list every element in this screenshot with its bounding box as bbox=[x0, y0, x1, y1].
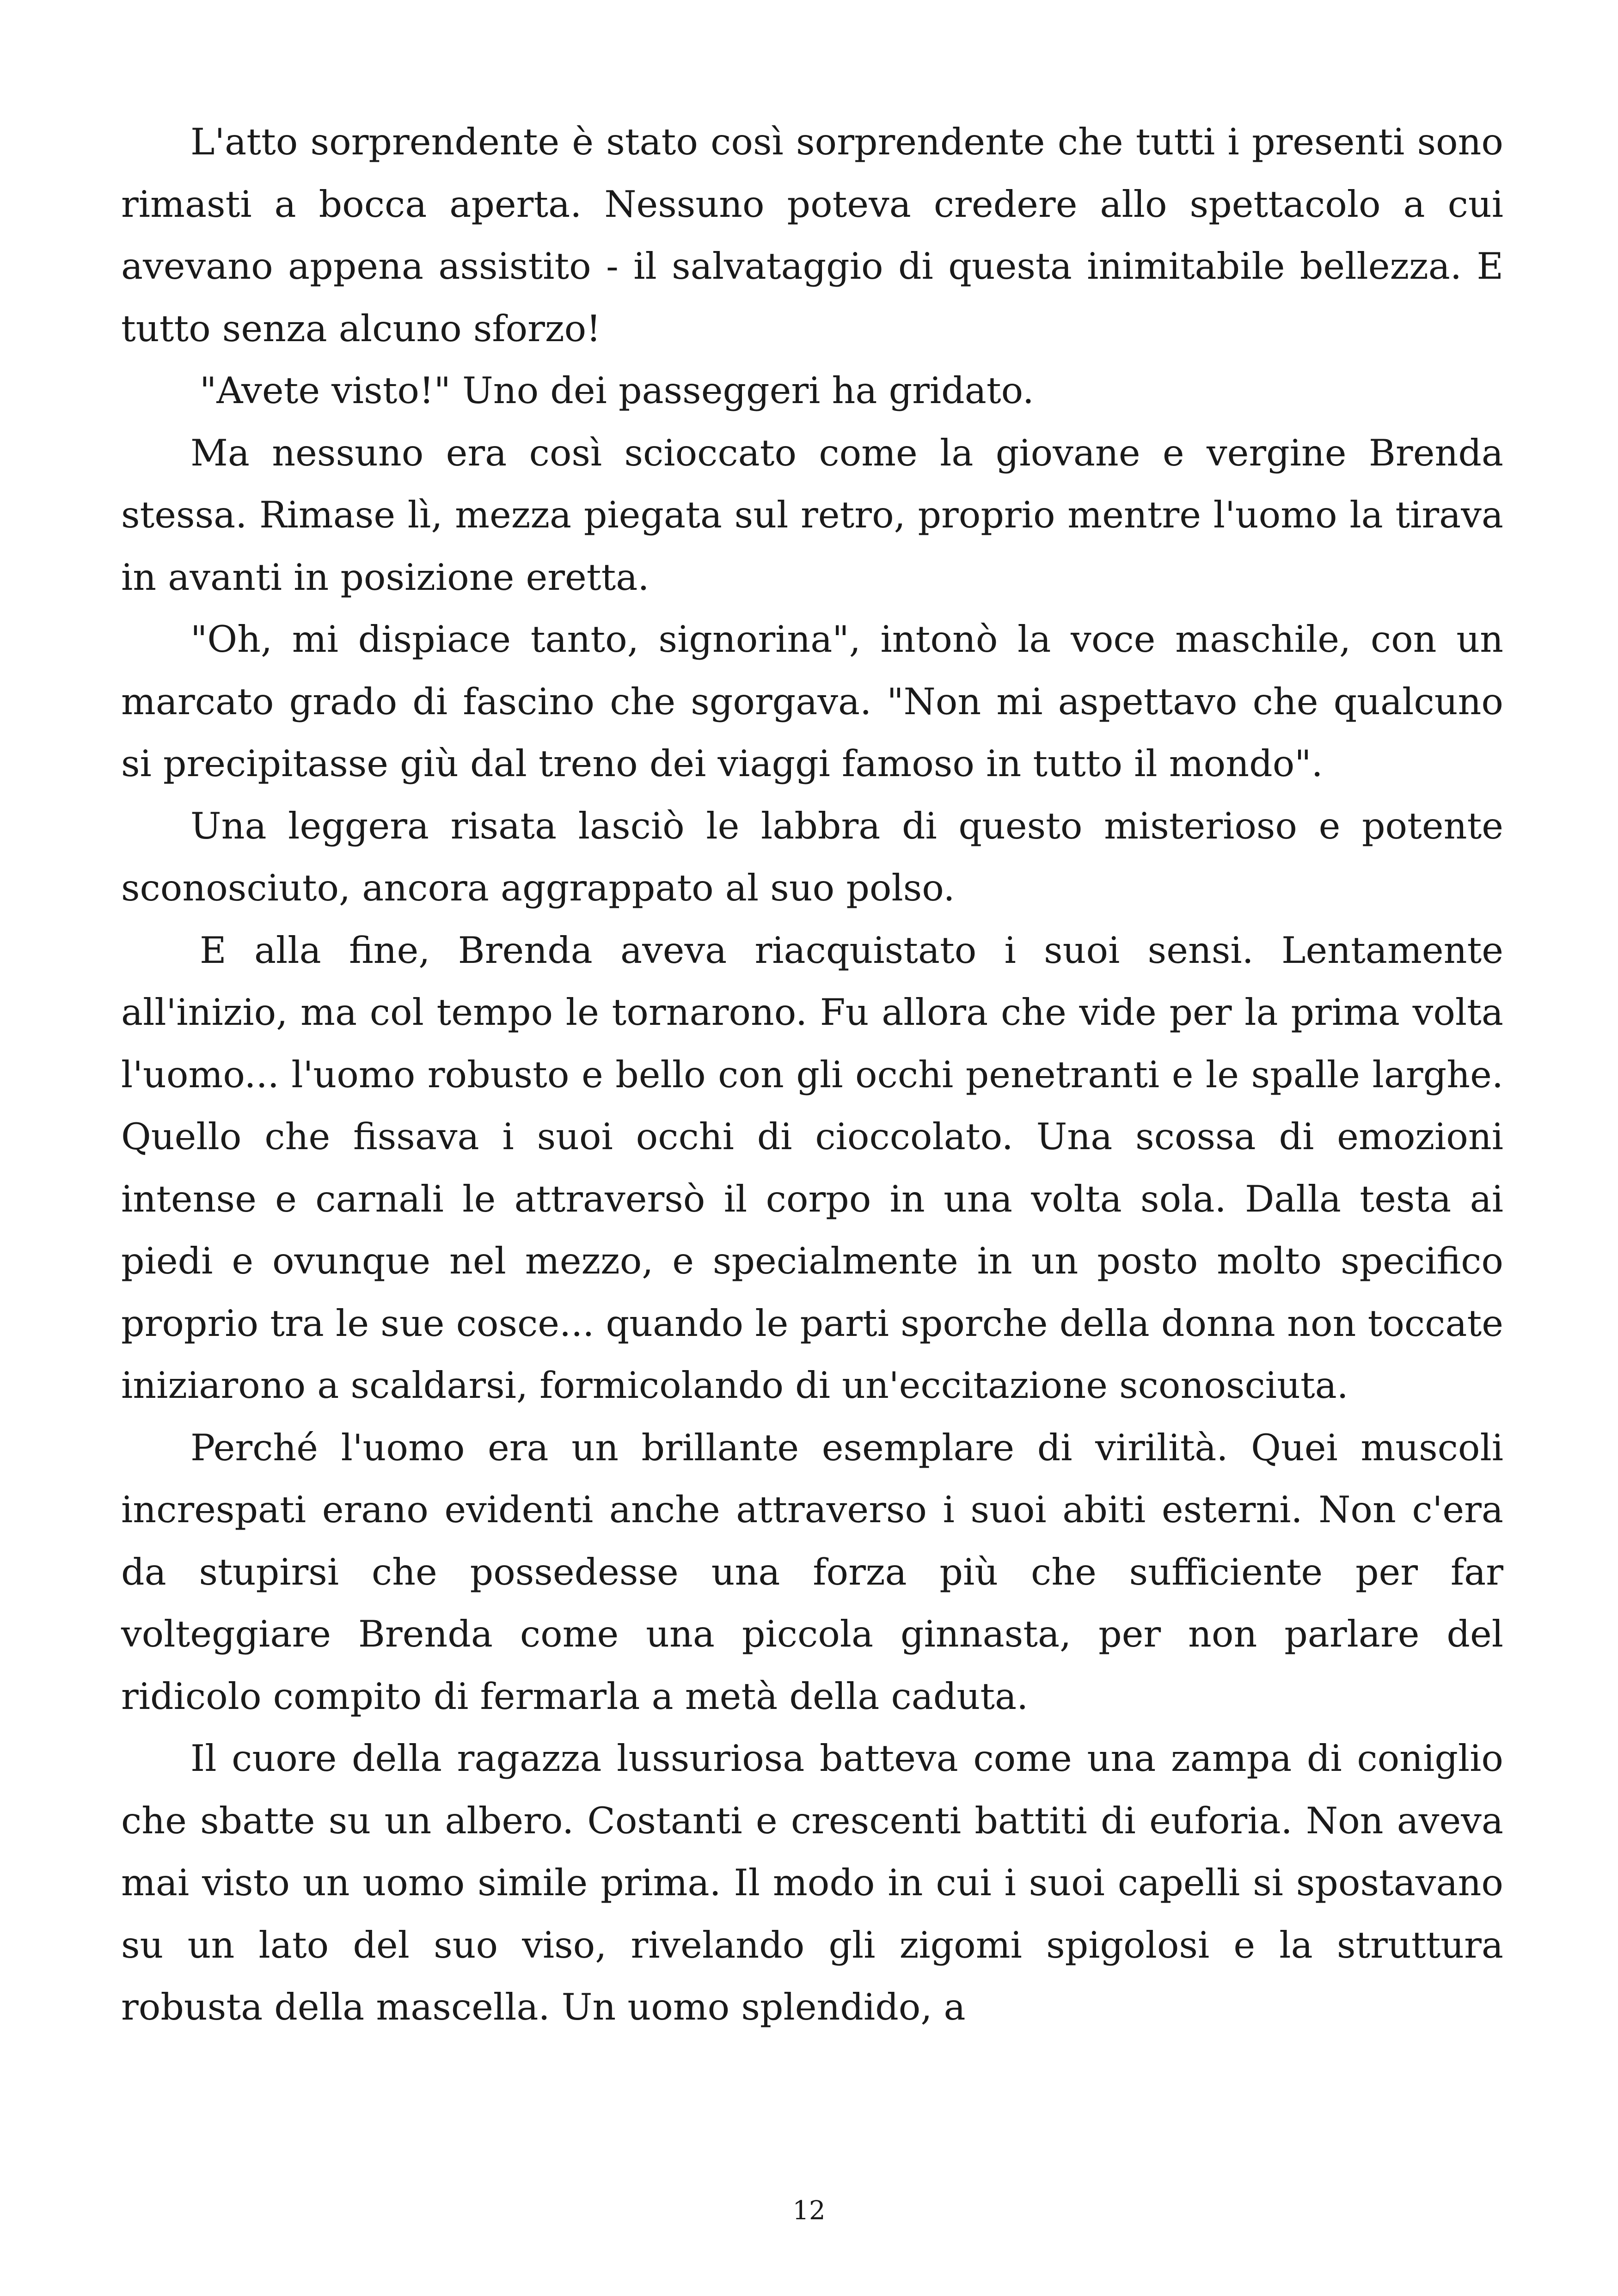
page-number: 12 bbox=[792, 2196, 826, 2226]
paragraph-5: Una leggera risata lasciò le labbra di questo misterioso e potente sconosciuto, ancora aggrappato al suo polso. bbox=[121, 804, 1503, 909]
body-text bbox=[121, 111, 1503, 2039]
paragraph-1: L'atto sorprendente è stato così sorprendente che tutti i presenti sono rimasti a bocca aperta. Nessuno poteva credere allo spettacolo a cui avevano appena assistito - il salvataggio di questa inimitabile bellezza. E tutto senza alcuno sforzo! bbox=[121, 121, 1503, 350]
paragraph-2: "Avete visto!" Uno dei passeggeri ha gridato. bbox=[200, 369, 1034, 412]
paragraph-7: Perché l'uomo era un brillante esemplare di virilità. Quei muscoli increspati erano evidenti anche attraverso i suoi abiti esterni. Non c'era da stupirsi che possedesse una forza più che sufficiente per far volteggiare Brenda come una piccola ginnasta, per non parlare del ridicolo compito di fermarla a metà della caduta. bbox=[121, 1426, 1503, 1718]
paragraph-6: E alla fine, Brenda aveva riacquistato i suoi sensi. Lentamente all'inizio, ma col tempo le tornarono. Fu allora che vide per la prima volta l'uomo... l'uomo robusto e bello con gli occhi penetranti e le spalle larghe. Quello che fissava i suoi occhi di cioccolato. Una scossa di emozioni intense e carnali le attraversò il corpo in una volta sola. Dalla testa ai piedi e ovunque nel mezzo, e specialmente in un posto molto specifico proprio tra le sue cosce... quando le parti sporche della donna non toccate iniziarono a scaldarsi, formicolando di un'eccitazione sconosciuta. bbox=[121, 929, 1503, 1407]
paragraph-3: Ma nessuno era così scioccato come la giovane e vergine Brenda stessa. Rimase lì, mezza piegata sul retro, proprio mentre l'uomo la tirava in avanti in posizione eretta. bbox=[121, 431, 1503, 599]
paragraph-8: Il cuore della ragazza lussuriosa batteva come una zampa di coniglio che sbatte su un albero. Costanti e crescenti battiti di euforia. Non aveva mai visto un uomo simile prima. Il modo in cui i suoi capelli si spostavano su un lato del suo viso, rivelando gli zigomi spigolosi e la struttura robusta della mascella. Un uomo splendido, a bbox=[121, 1737, 1503, 2028]
paragraph-4: "Oh, mi dispiace tanto, signorina", intonò la voce maschile, con un marcato grado di fascino che sgorgava. "Non mi aspettavo che qualcuno si precipitasse giù dal treno dei viaggi famoso in tutto il mondo". bbox=[121, 618, 1503, 785]
